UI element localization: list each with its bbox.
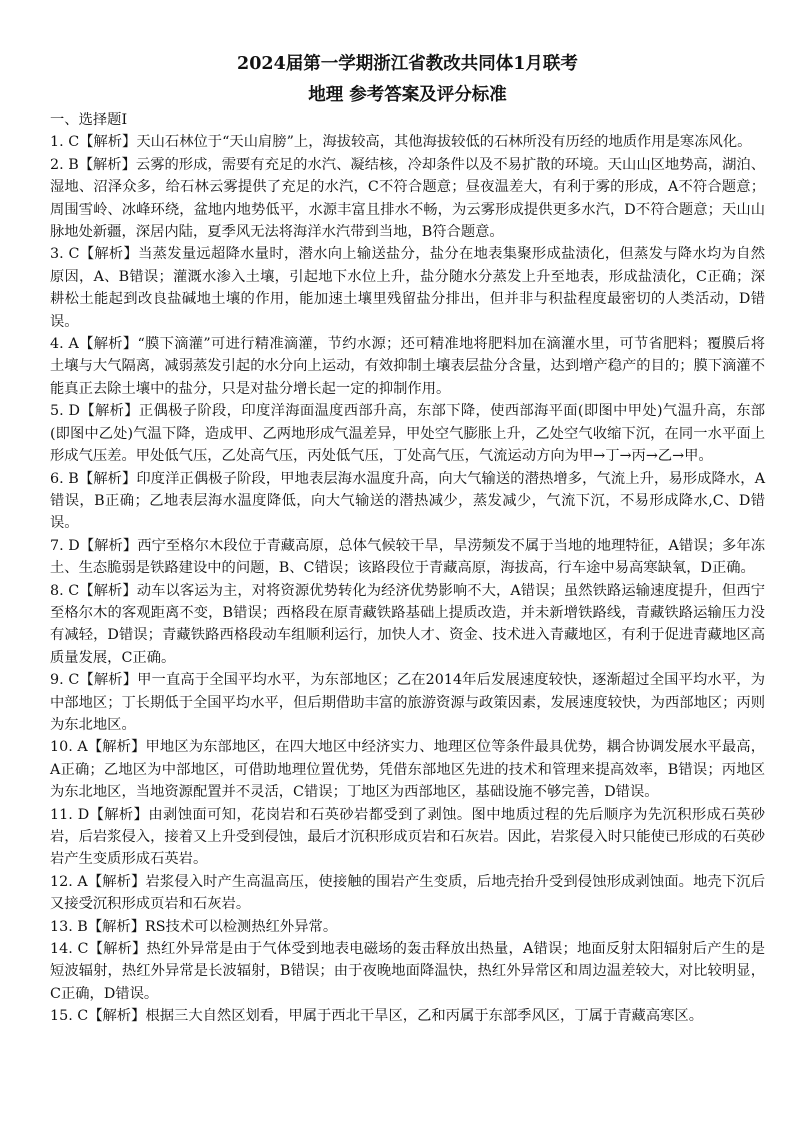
question-number: 2.	[50, 156, 69, 173]
answer-item	[50, 1005, 765, 1027]
analysis-tag: 【解析】	[78, 470, 137, 487]
analysis-text: 甲地区为东部地区，在四大地区中经济实力、地理区位等条件最具优势，耦合协调发展水平最高，A正确；乙地区为中部地区，可借助地理位置优势，凭借东部地区先进的技术和管理来提高效率，B错误；丙地区为东北地区，当地资源配置并不灵活，C错误；丁地区为西部地区，基础设施不够完善，D错误。	[50, 739, 766, 801]
answer-choice: D	[68, 537, 80, 554]
answer-choice: B	[68, 470, 79, 487]
answer-item	[50, 400, 765, 467]
analysis-tag: 【解析】	[79, 537, 138, 554]
question-number: 15.	[50, 1008, 78, 1025]
answer-item	[50, 736, 765, 803]
answer-choice: D	[68, 403, 80, 420]
analysis-text: 当蒸发量远超降水量时，潜水向上输送盐分，盐分在地表集聚形成盐渍化，但蒸发与降水均为自然原因，A、B错误；灌溉水渗入土壤，引起地下水位上升，盐分随水分蒸发上升至地表，形成盐渍化，C正确；深耕松土能起到改良盐碱地土壤的作用，能加速土壤里残留盐分排出，但并非与积盐程度最密切的人类活动，D错误。	[50, 246, 766, 330]
analysis-text: “膜下滴灌”可进行精准滴灌，节约水源；还可精准地将肥料加在滴灌水里，可节省肥料；覆膜后将土壤与大气隔离，减弱蒸发引起的水分向上运动，有效抑制土壤表层盐分含量，达到增产稳产的目的；膜下滴灌不能真正去除土壤中的盐分，只是对盐分增长起一定的抑制作用。	[50, 336, 765, 397]
question-number: 9.	[50, 672, 69, 689]
page-subtitle: 地理 参考答案及评分标准	[308, 85, 507, 105]
analysis-tag: 【解析】	[79, 246, 139, 263]
analysis-text: 甲一直高于全国平均水平，为东部地区；乙在2014年后发展速度较快，逐渐超过全国平均水平，为中部地区；丁长期低于全国平均水平，但后期借助丰富的旅游资源与政策因素，发展速度较快，为西部地区；丙则为东北地区。	[50, 672, 766, 733]
answer-item	[50, 154, 765, 244]
page-title: 2024届第一学期浙江省教改共同体1月联考	[237, 54, 578, 74]
question-number: 3.	[50, 246, 69, 263]
question-number: 11.	[50, 806, 78, 823]
section-heading: 一、选择题Ⅰ	[50, 112, 128, 128]
analysis-text: 动车以客运为主，对将资源优势转化为经济优势影响不大，A错误；虽然铁路运输速度提升，但西宁至格尔木的客观距离不变，B错误；西格段在原青藏铁路基础上提质改造，并未新增铁路线，青藏铁路运输压力没有减轻，D错误；青藏铁路西格段动车组顺利运行，加快人才、资金、技术进入青藏地区，有利于促进青藏地区高质量发展，C正确。	[50, 582, 766, 666]
analysis-tag: 【解析】	[87, 918, 145, 935]
question-number: 5.	[50, 403, 69, 420]
answer-item	[50, 333, 765, 400]
answer-item	[50, 580, 765, 670]
answer-item	[50, 131, 765, 153]
answer-list	[50, 131, 765, 1027]
analysis-text: 西宁至格尔木段位于青藏高原，总体气候较干旱，旱涝频发不属于当地的地理特征，A错误；多年冻土、生态脆弱是铁路建设中的问题，B、C错误；该路段位于青藏高原，海拔高，行车途中易高寒缺氧，D正确。	[50, 537, 765, 577]
answer-choice: A	[77, 873, 88, 890]
answer-item	[50, 916, 765, 938]
analysis-text: 热红外异常是由于气体受到地表电磁场的轰击释放出热量，A错误；地面反射太阳辐射后产生的是短波辐射，热红外异常是长波辐射，B错误；由于夜晚地面降温快，热红外异常区和周边温差较大，对比较明显，C正确，D错误。	[50, 941, 765, 1002]
analysis-tag: 【解析】	[79, 672, 138, 689]
answer-choice: B	[68, 156, 79, 173]
question-number: 6.	[50, 470, 69, 487]
question-number: 1.	[50, 134, 69, 151]
analysis-tag: 【解析】	[89, 806, 149, 823]
question-number: 7.	[50, 537, 69, 554]
answer-choice: C	[68, 134, 80, 151]
answer-choice: C	[68, 582, 80, 599]
answer-item	[50, 938, 765, 1005]
answer-choice: A	[68, 336, 79, 353]
analysis-text: 由剥蚀面可知，花岗岩和石英砂岩都受到了剥蚀。图中地质过程的先后顺序为先沉积形成石英砂岩，后岩浆侵入，接着又上升受到侵蚀，最后才沉积形成页岩和石灰岩。因此，岩浆侵入时只能使已形成的石英砂岩产生变质形成石英岩。	[50, 806, 765, 868]
analysis-text: 印度洋正偶极子阶段，甲地表层海水温度升高，向大气输送的潜热增多，气流上升，易形成降水，A错误，B正确；乙地表层海水温度降低，向大气输送的潜热减少，蒸发减少，气流下沉，不易形成降水,C、D错误。	[50, 470, 766, 532]
question-number: 12.	[50, 873, 78, 890]
answer-choice: A	[77, 739, 88, 756]
question-number: 10.	[50, 739, 78, 756]
answer-choice: B	[77, 918, 88, 935]
analysis-tag: 【解析】	[87, 739, 146, 756]
analysis-tag: 【解析】	[87, 873, 146, 890]
answer-choice: C	[68, 246, 80, 263]
answer-item	[50, 804, 765, 871]
answer-item	[50, 669, 765, 736]
question-number: 13.	[50, 918, 78, 935]
answer-item	[50, 535, 765, 580]
analysis-tag: 【解析】	[78, 336, 138, 353]
answer-choice: C	[68, 672, 80, 689]
analysis-tag: 【解析】	[78, 156, 136, 173]
analysis-tag: 【解析】	[79, 582, 137, 599]
analysis-text: 云雾的形成，需要有充足的水汽、凝结核，冷却条件以及不易扩散的环境。天山山区地势高，湖泊、湿地、沼泽众多，给石林云雾提供了充足的水汽，C不符合题意；昼夜温差大，有利于雾的形成，A不符合题意；周围雪岭、冰峰环绕，盆地内地势低平，水源丰富且排水不畅，为云雾形成提供更多水汽，D不符合题意；天山山脉地处新疆，深居内陆，夏季风无法将海洋水汽带到当地，B符合题意。	[50, 156, 766, 241]
answer-choice: D	[77, 806, 90, 823]
answer-item	[50, 468, 765, 535]
analysis-text: RS技术可以检测热红外异常。	[145, 918, 338, 935]
analysis-text: 天山石林位于“天山肩膀”上，海拔较高，其他海拔较低的石林所没有历经的地质作用是寒冻风化。	[136, 134, 752, 151]
question-number: 4.	[50, 336, 69, 353]
answer-choice: C	[77, 941, 89, 958]
analysis-text: 根据三大自然区划看，甲属于西北干旱区，乙和丙属于东部季风区，丁属于青藏高寒区。	[145, 1008, 704, 1025]
analysis-tag: 【解析】	[88, 1008, 146, 1025]
analysis-tag: 【解析】	[79, 134, 137, 151]
analysis-tag: 【解析】	[80, 403, 139, 420]
answer-item	[50, 243, 765, 333]
question-number: 14.	[50, 941, 78, 958]
question-number: 8.	[50, 582, 69, 599]
answer-item	[50, 871, 765, 916]
analysis-text: 岩浆侵入时产生高温高压，使接触的围岩产生变质，后地壳抬升受到侵蚀形成剥蚀面。地壳下沉后又接受沉积形成页岩和石灰岩。	[50, 873, 766, 913]
analysis-tag: 【解析】	[88, 941, 147, 958]
analysis-text: 正偶极子阶段，印度洋海面温度西部升高，东部下降，使西部海平面(即图中甲处)气温升高，东部(即图中乙处)气温下降，造成甲、乙两地形成气温差异，甲处空气膨胀上升，乙处空气收缩下沉，在同一水平面上形成气压差。甲处低气压，乙处高气压，丙处低气压，丁处高气压，气流运动方向为甲→丁→丙→乙→甲。	[50, 403, 766, 465]
answer-choice: C	[77, 1008, 89, 1025]
